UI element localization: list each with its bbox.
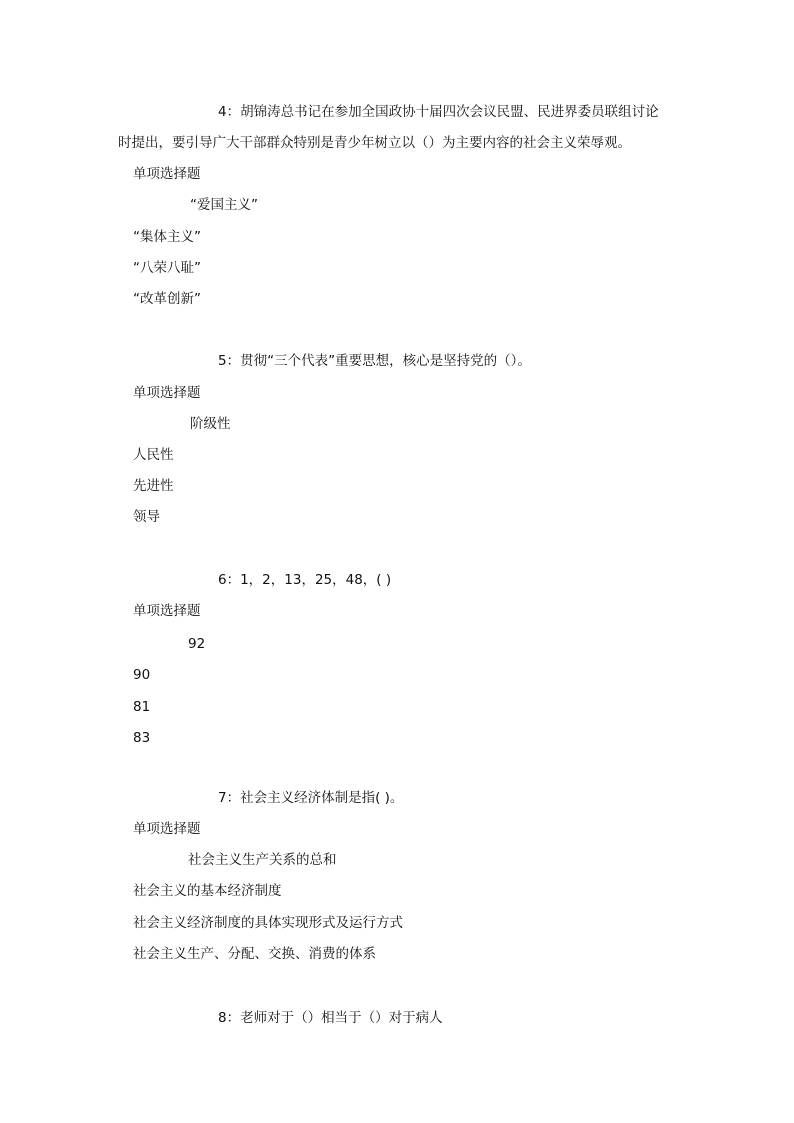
question-6-option-d: 83 xyxy=(133,730,151,746)
question-7-option-a: 社会主义生产关系的总和 xyxy=(188,852,337,868)
question-6-option-c: 81 xyxy=(133,699,151,715)
question-7-type: 单项选择题 xyxy=(133,821,201,837)
question-5-type: 单项选择题 xyxy=(133,385,201,401)
question-6-stem: 6：1，2，13，25，48，( ) xyxy=(218,572,392,588)
question-6-option-a: 92 xyxy=(188,636,206,652)
question-5-stem: 5：贯彻“三个代表”重要思想，核心是坚持党的（）。 xyxy=(218,353,531,369)
question-4-option-b: “集体主义” xyxy=(133,229,201,245)
question-7-option-d: 社会主义生产、分配、交换、消费的体系 xyxy=(133,946,376,962)
question-7-option-c: 社会主义经济制度的具体实现形式及运行方式 xyxy=(133,915,403,931)
question-5-option-c: 先进性 xyxy=(133,478,174,494)
question-4-type: 单项选择题 xyxy=(133,166,201,182)
question-7-option-b: 社会主义的基本经济制度 xyxy=(133,883,282,899)
question-4-option-c: “八荣八耻” xyxy=(133,260,201,276)
question-6-type: 单项选择题 xyxy=(133,603,201,619)
question-4-option-a: “爱国主义” xyxy=(190,197,258,213)
question-4-option-d: “改革创新” xyxy=(133,291,201,307)
question-5-option-b: 人民性 xyxy=(133,447,174,463)
question-7-stem: 7：社会主义经济体制是指( )。 xyxy=(218,790,404,806)
question-5-option-a: 阶级性 xyxy=(190,416,231,432)
question-5-option-d: 领导 xyxy=(133,509,160,525)
question-8-stem: 8：老师对于（）相当于（）对于病人 xyxy=(218,1010,443,1026)
question-4-stem-line2: 时提出，要引导广大干部群众特别是青少年树立以（）为主要内容的社会主义荣辱观。 xyxy=(118,135,631,151)
question-6-option-b: 90 xyxy=(133,667,151,683)
question-4-stem-line1: 4：胡锦涛总书记在参加全国政协十届四次会议民盟、民进界委员联组讨论 xyxy=(218,104,659,120)
